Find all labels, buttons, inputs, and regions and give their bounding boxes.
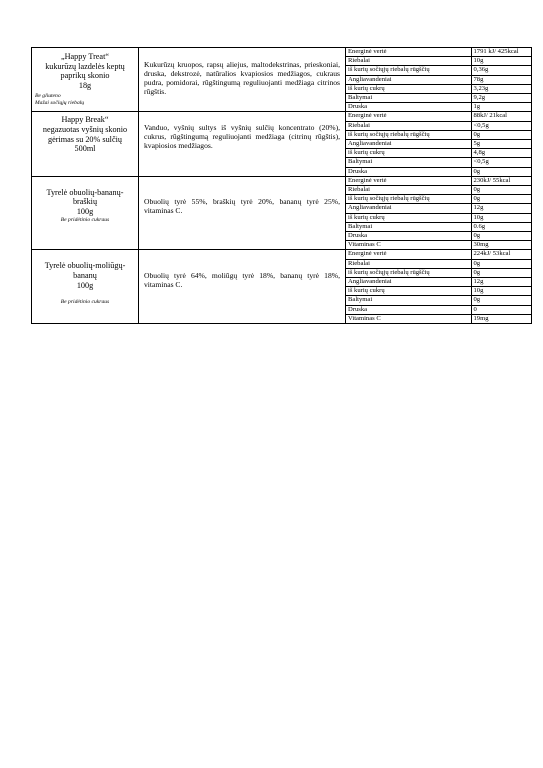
- nutrient-label: Baltymai: [346, 158, 471, 167]
- nutrition-row: [346, 287, 532, 296]
- nutrient-label: Energinė vertė: [346, 112, 471, 121]
- nutrient-value: 10g: [471, 57, 532, 66]
- nutrient-value: 0g: [471, 186, 532, 195]
- product-quantity: 100g: [76, 207, 94, 217]
- product-note: Mažai sočiųjų riebalų: [35, 99, 85, 106]
- nutrient-value: 12g: [471, 278, 532, 287]
- nutrition-row: [346, 75, 532, 84]
- nutrition-row: [346, 48, 532, 57]
- nutrient-value: 1791 kJ/ 425kcal: [471, 48, 532, 57]
- nutrient-value: 0g: [471, 296, 532, 305]
- nutrition-row: [346, 112, 532, 121]
- nutrient-label: Energinė vertė: [346, 250, 471, 259]
- nutrition-table: [346, 112, 532, 175]
- nutrition-row: [346, 103, 532, 112]
- nutrient-label: Vitaminas C: [346, 241, 471, 250]
- ingredients-text: Kukurūzų kruopos, rapsų aliejus, maltodekstrinas, prieskoniai, druska, dekstrozė, natūralios kvapiosios medžiagos, cukraus pudra, pomidorai, rūgštingumą reguliuojanti medžiaga citrinos rūgštis.: [144, 60, 340, 96]
- nutrient-label: Baltymai: [346, 222, 471, 231]
- product-note: Be pridėtinio cukraus: [60, 299, 110, 306]
- nutrition-row: [346, 195, 532, 204]
- nutrient-label: Baltymai: [346, 94, 471, 103]
- nutrient-value: 1g: [471, 103, 532, 112]
- product-name-line: kukurūzų lazdelės keptų: [45, 61, 125, 71]
- nutrition-row: [346, 57, 532, 66]
- nutrition-row: [346, 268, 532, 277]
- nutrition-row: [346, 278, 532, 287]
- nutrient-label: iš kurių sočiųjų riebalų rūgščių: [346, 268, 471, 277]
- ingredients-cell: [139, 48, 346, 112]
- product-quantity: 100g: [76, 280, 94, 290]
- product-name-line: paprikų skonio: [60, 71, 110, 81]
- nutrient-label: Angliavandeniai: [346, 140, 471, 149]
- nutrient-value: 9,2g: [471, 94, 532, 103]
- ingredients-cell: [139, 250, 346, 324]
- nutrition-row: [346, 250, 532, 259]
- nutrition-row: [346, 259, 532, 268]
- nutrient-value: 3,23g: [471, 84, 532, 93]
- nutrition-cell: [346, 250, 532, 324]
- nutrition-row: [346, 177, 532, 186]
- product-row: [32, 176, 532, 250]
- nutrient-value: 0.6g: [471, 222, 532, 231]
- nutrient-label: Druska: [346, 232, 471, 241]
- nutrient-label: Riebalai: [346, 121, 471, 130]
- product-row: [32, 48, 532, 112]
- nutrition-row: [346, 140, 532, 149]
- nutrition-row: [346, 167, 532, 176]
- nutrient-label: Angliavandeniai: [346, 204, 471, 213]
- nutrient-value: 4,8g: [471, 149, 532, 158]
- nutrient-value: 78g: [471, 75, 532, 84]
- nutrition-row: [346, 222, 532, 231]
- nutrition-row: [346, 130, 532, 139]
- nutrient-label: Vitaminas C: [346, 314, 471, 323]
- product-quantity: 500ml: [74, 144, 96, 154]
- nutrition-row: [346, 296, 532, 305]
- nutrient-label: Riebalai: [346, 259, 471, 268]
- nutrient-value: 0g: [471, 195, 532, 204]
- product-name-line: negazuotas vyšnių skonio: [42, 125, 128, 135]
- nutrition-cell: [346, 112, 532, 176]
- nutrition-row: [346, 84, 532, 93]
- nutrient-label: iš kurių sočiųjų riebalų rūgščių: [346, 66, 471, 75]
- nutrient-value: 224kJ/ 53kcal: [471, 250, 532, 259]
- nutrition-cell: [346, 176, 532, 250]
- nutrient-label: Angliavandeniai: [346, 278, 471, 287]
- product-name-cell: [32, 112, 139, 176]
- nutrient-value: 0,36g: [471, 66, 532, 75]
- nutrient-value: <0,5g: [471, 158, 532, 167]
- nutrition-row: [346, 121, 532, 130]
- nutrient-value: 0g: [471, 130, 532, 139]
- nutrition-row: [346, 66, 532, 75]
- nutrition-row: [346, 94, 532, 103]
- product-name-line: „Happy Treat“: [61, 52, 109, 61]
- product-name-cell: [32, 250, 139, 324]
- nutrient-value: 0g: [471, 232, 532, 241]
- product-name-line: braškių: [72, 197, 98, 207]
- product-quantity: 18g: [78, 80, 92, 90]
- nutrient-value: 10g: [471, 287, 532, 296]
- nutrition-row: [346, 241, 532, 250]
- nutrient-label: Baltymai: [346, 296, 471, 305]
- nutrition-row: [346, 204, 532, 213]
- product-name-line: Tyrelė obuolių-moliūgų-: [44, 261, 126, 271]
- nutrient-label: Druska: [346, 167, 471, 176]
- nutrient-label: iš kurių cukrų: [346, 213, 471, 222]
- nutrient-value: 5g: [471, 140, 532, 149]
- nutrient-value: 10g: [471, 213, 532, 222]
- ingredients-text: Obuolių tyrė 55%, braškių tyrė 20%, bananų tyrė 25%, vitaminas C.: [144, 196, 340, 215]
- product-note: Be pridėtinio cukraus: [60, 216, 110, 223]
- nutrient-value: 0g: [471, 167, 532, 176]
- nutrition-table: [346, 48, 532, 111]
- product-name-line: gėrimas su 20% sulčių: [48, 134, 122, 144]
- nutrient-value: 12g: [471, 204, 532, 213]
- nutrient-value: 0: [471, 305, 532, 314]
- product-row: [32, 112, 532, 176]
- nutrient-label: iš kurių cukrų: [346, 149, 471, 158]
- nutrient-label: Riebalai: [346, 186, 471, 195]
- nutrition-row: [346, 314, 532, 323]
- nutrition-row: [346, 158, 532, 167]
- nutrient-label: iš kurių cukrų: [346, 84, 471, 93]
- nutrient-label: Druska: [346, 305, 471, 314]
- nutrient-label: iš kurių sočiųjų riebalų rūgščių: [346, 195, 471, 204]
- ingredients-text: Vanduo, vyšnių sultys iš vyšnių sulčių koncentrato (20%), cukrus, rūgštingumą reguliuojanti medžiaga (citrinų rūgštis), kvapiosios medžiagos.: [144, 123, 340, 151]
- nutrient-value: 0g: [471, 259, 532, 268]
- nutrient-value: 230kJ/ 55kcal: [471, 177, 532, 186]
- product-name-cell: [32, 48, 139, 112]
- nutrition-cell: [346, 48, 532, 112]
- nutrient-label: iš kurių sočiųjų riebalų rūgščių: [346, 130, 471, 139]
- product-name-line: Tyrelė obuolių-bananų-: [46, 187, 124, 197]
- nutrition-row: [346, 149, 532, 158]
- nutrient-label: Angliavandeniai: [346, 75, 471, 84]
- ingredients-text: Obuolių tyrė 64%, moliūgų tyrė 18%, bananų tyrė 18%, vitaminas C.: [144, 271, 340, 290]
- nutrient-value: 30mg: [471, 241, 532, 250]
- ingredients-cell: [139, 176, 346, 250]
- product-name-line: Happy Break“: [61, 115, 109, 125]
- nutrition-row: [346, 213, 532, 222]
- nutrient-label: Druska: [346, 103, 471, 112]
- nutrient-label: Energinė vertė: [346, 177, 471, 186]
- nutrition-row: [346, 186, 532, 195]
- nutrient-value: 0g: [471, 268, 532, 277]
- nutrition-table: [346, 250, 532, 323]
- nutrition-row: [346, 232, 532, 241]
- nutrient-value: <0,5g: [471, 121, 532, 130]
- nutrient-value: 19mg: [471, 314, 532, 323]
- product-note: Be gliuteno: [35, 93, 61, 100]
- nutrient-value: 88kJ/ 21kcal: [471, 112, 532, 121]
- nutrient-label: Riebalai: [346, 57, 471, 66]
- ingredients-cell: [139, 112, 346, 176]
- nutrient-label: Energinė vertė: [346, 48, 471, 57]
- product-name-line: bananų: [73, 271, 97, 281]
- nutrient-label: iš kurių cukrų: [346, 287, 471, 296]
- product-name-cell: [32, 176, 139, 250]
- nutrition-table: [346, 177, 532, 250]
- product-row: [32, 250, 532, 324]
- products-table: [31, 47, 532, 324]
- nutrition-row: [346, 305, 532, 314]
